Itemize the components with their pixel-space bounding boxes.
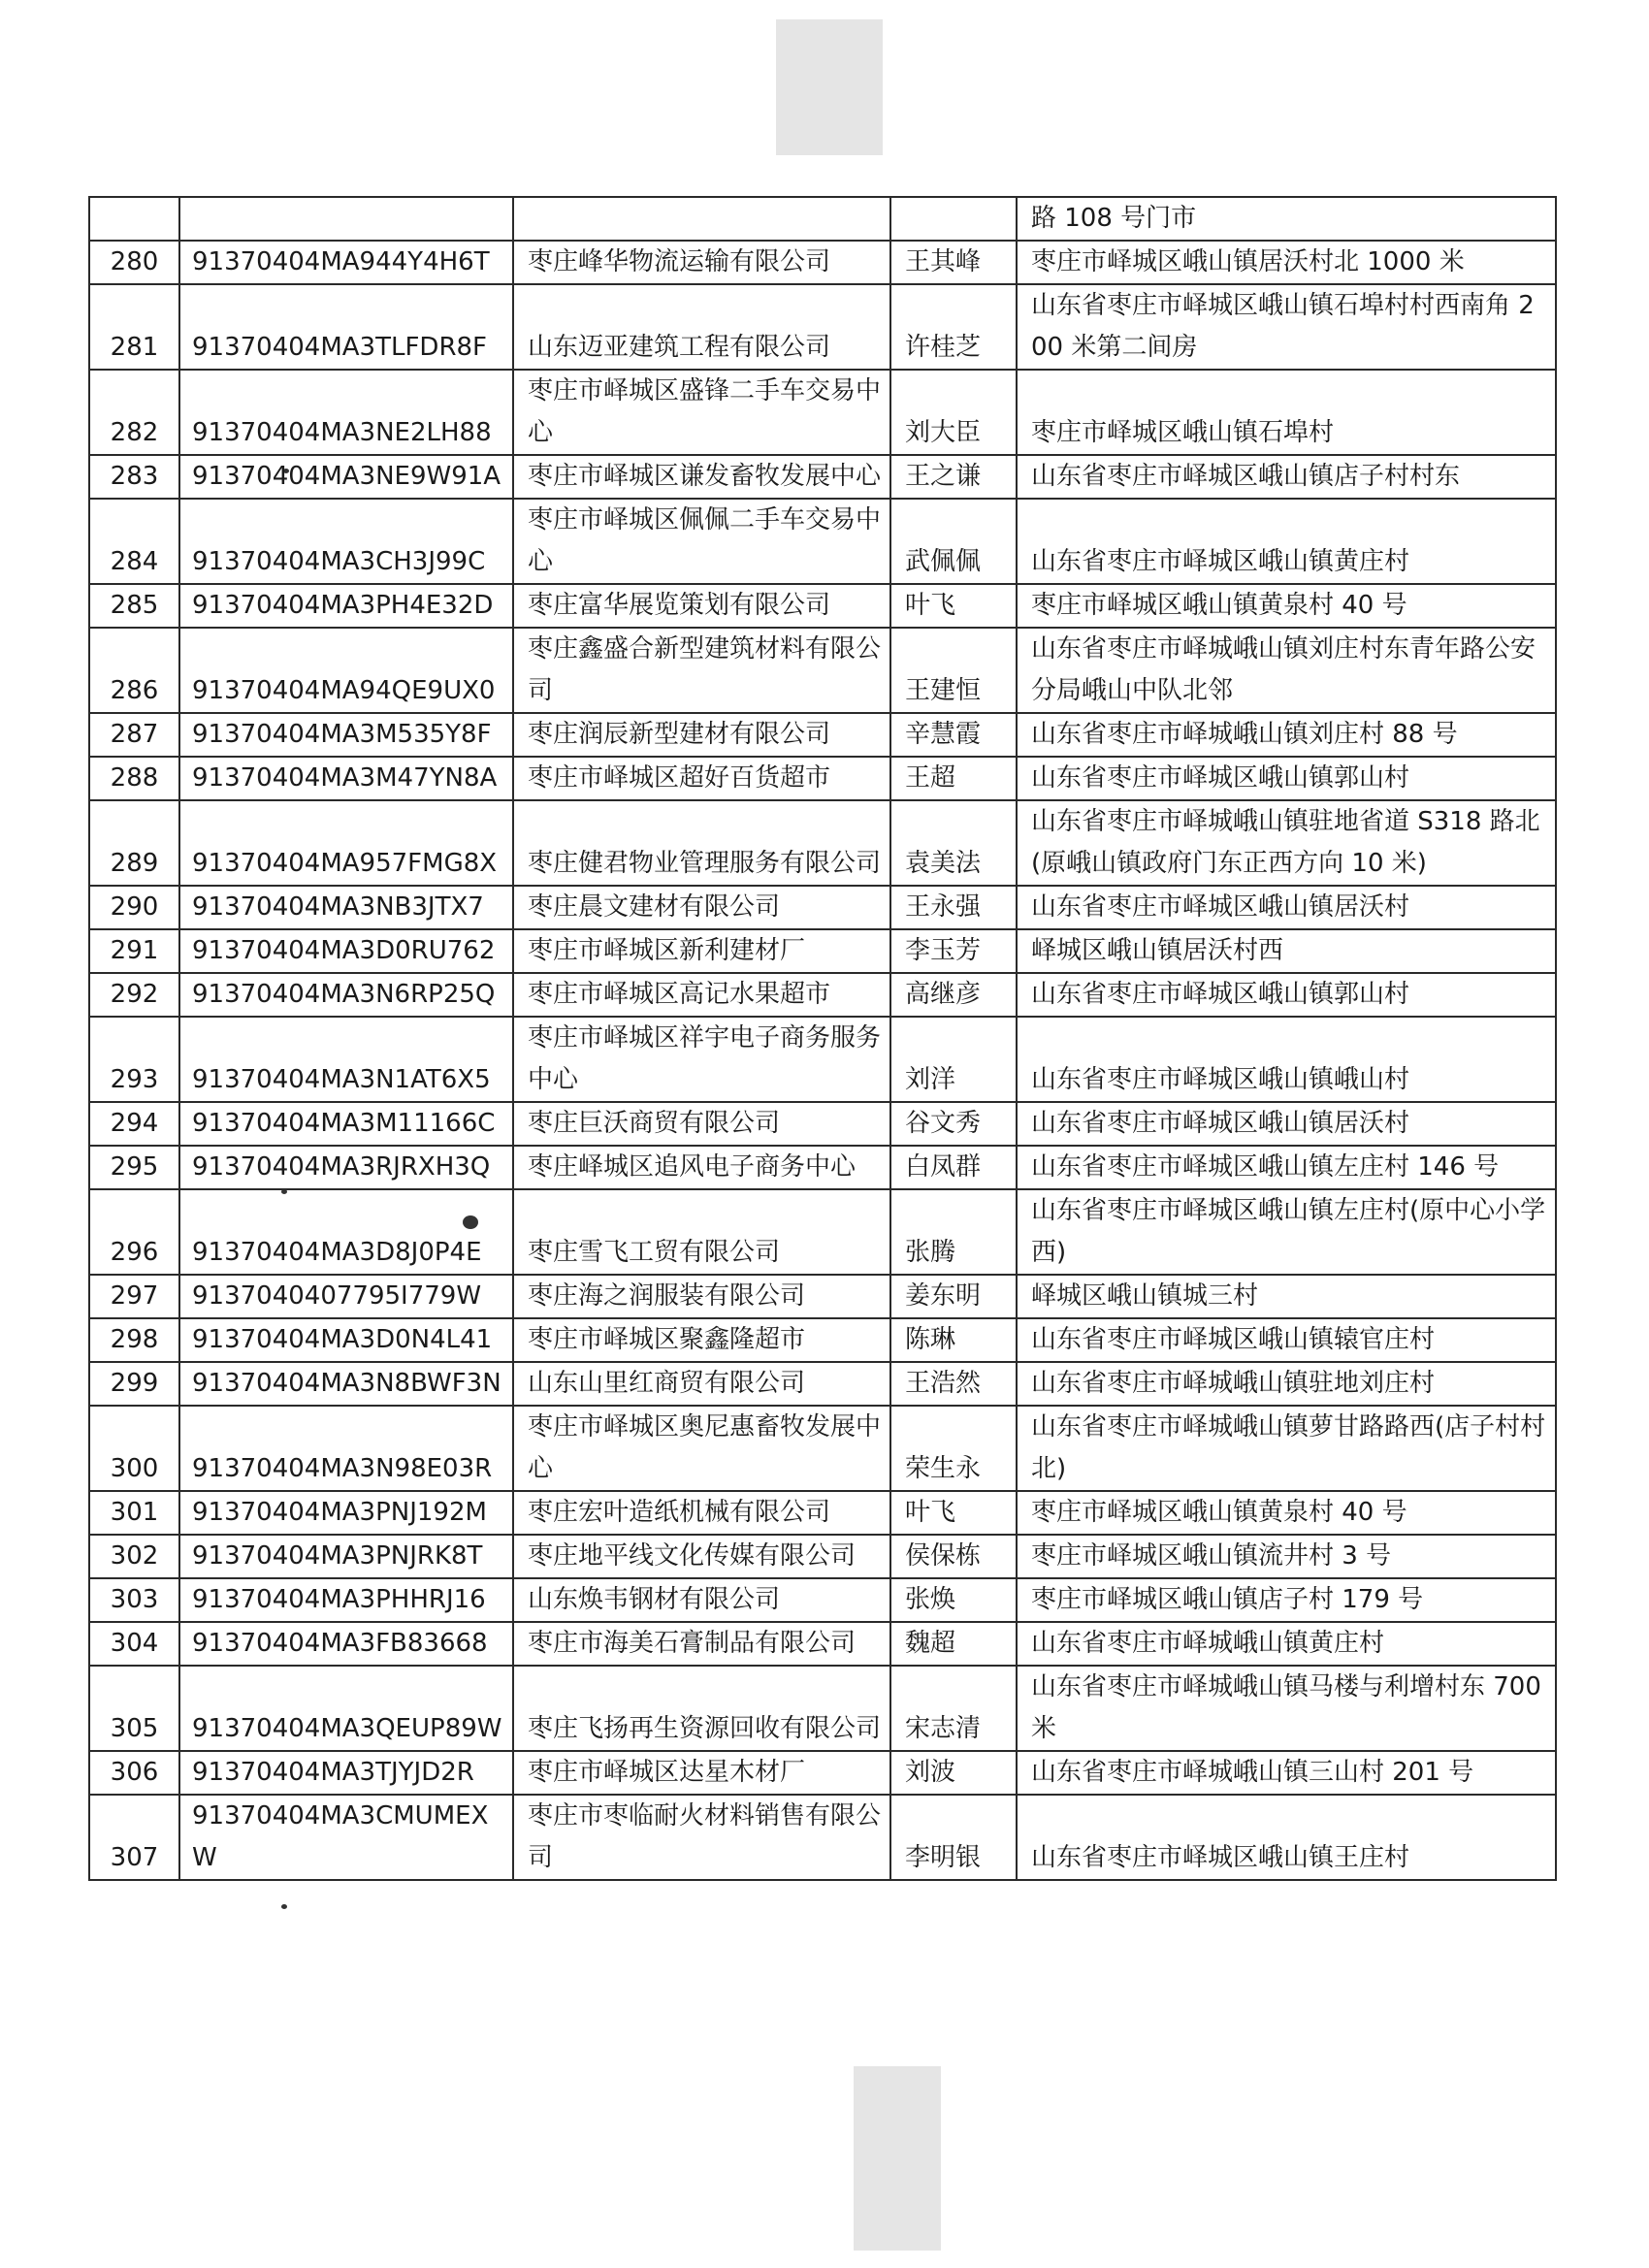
- credit-code-cell: 91370404MA3M535Y8F: [179, 713, 513, 757]
- table-row: [89, 1146, 1556, 1189]
- address-cell: 山东省枣庄市峄城区峨山镇店子村村东: [1017, 455, 1556, 499]
- table-row: [89, 1102, 1556, 1146]
- row-index-cell: 281: [89, 284, 179, 370]
- legal-person-cell: 王之谦: [890, 455, 1017, 499]
- row-index-cell: 283: [89, 455, 179, 499]
- legal-person-cell: 王建恒: [890, 628, 1017, 713]
- company-name-cell: 枣庄市枣临耐火材料销售有限公司: [513, 1795, 890, 1880]
- row-index-cell: 290: [89, 886, 179, 929]
- row-index-cell: 303: [89, 1578, 179, 1622]
- address-cell: 山东省枣庄市峄城峨山镇三山村 201 号: [1017, 1751, 1556, 1795]
- address-cell: 山东省枣庄市峄城峨山镇黄庄村: [1017, 1622, 1556, 1666]
- credit-code-cell: 91370404MA3M11166C: [179, 1102, 513, 1146]
- company-name-cell: 枣庄飞扬再生资源回收有限公司: [513, 1666, 890, 1751]
- row-index-cell: 299: [89, 1362, 179, 1406]
- row-index-cell: 288: [89, 757, 179, 800]
- company-name-cell: 枣庄峰华物流运输有限公司: [513, 241, 890, 284]
- legal-person-cell: 谷文秀: [890, 1102, 1017, 1146]
- legal-person-cell: 辛慧霞: [890, 713, 1017, 757]
- credit-code-cell: 91370404MA3PNJ192M: [179, 1491, 513, 1535]
- row-index-cell: 287: [89, 713, 179, 757]
- legal-person-cell: 张腾: [890, 1189, 1017, 1275]
- credit-code-cell: [179, 197, 513, 241]
- credit-code-cell: 91370404MA3TJYJD2R: [179, 1751, 513, 1795]
- table-row: [89, 1275, 1556, 1318]
- legal-person-cell: 荣生永: [890, 1406, 1017, 1491]
- row-index-cell: 306: [89, 1751, 179, 1795]
- table-row: [89, 800, 1556, 886]
- legal-person-cell: 张焕: [890, 1578, 1017, 1622]
- table-row: [89, 584, 1556, 628]
- credit-code-cell: 91370404MA3QEUP89W: [179, 1666, 513, 1751]
- company-name-cell: 枣庄市峄城区聚鑫隆超市: [513, 1318, 890, 1362]
- row-index-cell: 300: [89, 1406, 179, 1491]
- address-cell: 枣庄市峄城区峨山镇黄泉村 40 号: [1017, 1491, 1556, 1535]
- table-row: [89, 1406, 1556, 1491]
- credit-code-cell: 9137040407795I779W: [179, 1275, 513, 1318]
- address-cell: 山东省枣庄市峄城峨山镇驻地省道 S318 路北(原峨山镇政府门东正西方向 10 米): [1017, 800, 1556, 886]
- legal-person-cell: 宋志清: [890, 1666, 1017, 1751]
- legal-person-cell: 王其峰: [890, 241, 1017, 284]
- credit-code-cell: 91370404MA3TLFDR8F: [179, 284, 513, 370]
- table-row: [89, 973, 1556, 1017]
- table-row: [89, 241, 1556, 284]
- row-index-cell: 282: [89, 370, 179, 455]
- address-cell: 山东省枣庄市峄城区峨山镇辕官庄村: [1017, 1318, 1556, 1362]
- company-name-cell: [513, 197, 890, 241]
- table-row: [89, 1318, 1556, 1362]
- address-cell: 枣庄市峄城区峨山镇石埠村: [1017, 370, 1556, 455]
- enterprise-registry-table: [88, 196, 1557, 1881]
- legal-person-cell: 叶飞: [890, 1491, 1017, 1535]
- legal-person-cell: 侯保栋: [890, 1535, 1017, 1578]
- row-index-cell: 301: [89, 1491, 179, 1535]
- address-cell: 山东省枣庄市峄城区峨山镇石埠村村西南角 200 米第二间房: [1017, 284, 1556, 370]
- company-name-cell: 枣庄市峄城区奥尼惠畜牧发展中心: [513, 1406, 890, 1491]
- table-row: [89, 1535, 1556, 1578]
- company-name-cell: 枣庄市峄城区新利建材厂: [513, 929, 890, 973]
- row-index-cell: 297: [89, 1275, 179, 1318]
- company-name-cell: 枣庄鑫盛合新型建筑材料有限公司: [513, 628, 890, 713]
- table-row: [89, 628, 1556, 713]
- row-index-cell: 293: [89, 1017, 179, 1102]
- address-cell: 山东省枣庄市峄城区峨山镇左庄村 146 号: [1017, 1146, 1556, 1189]
- credit-code-cell: 91370404MA3NB3JTX7: [179, 886, 513, 929]
- legal-person-cell: 许桂芝: [890, 284, 1017, 370]
- company-name-cell: 枣庄市峄城区佩佩二手车交易中心: [513, 499, 890, 584]
- address-cell: 山东省枣庄市峄城区峨山镇郭山村: [1017, 973, 1556, 1017]
- legal-person-cell: 李明银: [890, 1795, 1017, 1880]
- row-index-cell: 286: [89, 628, 179, 713]
- company-name-cell: 枣庄晨文建材有限公司: [513, 886, 890, 929]
- legal-person-cell: 刘波: [890, 1751, 1017, 1795]
- company-name-cell: 山东焕韦钢材有限公司: [513, 1578, 890, 1622]
- row-index-cell: [89, 197, 179, 241]
- legal-person-cell: 魏超: [890, 1622, 1017, 1666]
- company-name-cell: 枣庄市峄城区高记水果超市: [513, 973, 890, 1017]
- address-cell: 山东省枣庄市峄城区峨山镇黄庄村: [1017, 499, 1556, 584]
- address-cell: 山东省枣庄市峄城区峨山镇郭山村: [1017, 757, 1556, 800]
- row-index-cell: 284: [89, 499, 179, 584]
- address-cell: 山东省枣庄市峄城区峨山镇峨山村: [1017, 1017, 1556, 1102]
- table-row: [89, 1751, 1556, 1795]
- credit-code-cell: 91370404MA3NE9W91A: [179, 455, 513, 499]
- company-name-cell: 枣庄雪飞工贸有限公司: [513, 1189, 890, 1275]
- credit-code-cell: 91370404MA3NE2LH88: [179, 370, 513, 455]
- legal-person-cell: 刘洋: [890, 1017, 1017, 1102]
- table-row: [89, 1017, 1556, 1102]
- company-name-cell: 枣庄巨沃商贸有限公司: [513, 1102, 890, 1146]
- address-cell: 枣庄市峄城区峨山镇居沃村北 1000 米: [1017, 241, 1556, 284]
- row-index-cell: 295: [89, 1146, 179, 1189]
- credit-code-cell: 91370404MA944Y4H6T: [179, 241, 513, 284]
- address-cell: 山东省枣庄市峄城区峨山镇居沃村: [1017, 1102, 1556, 1146]
- legal-person-cell: 武佩佩: [890, 499, 1017, 584]
- row-index-cell: 294: [89, 1102, 179, 1146]
- table-row: [89, 1795, 1556, 1880]
- company-name-cell: 枣庄市峄城区盛锋二手车交易中心: [513, 370, 890, 455]
- company-name-cell: 枣庄市峄城区超好百货超市: [513, 757, 890, 800]
- scan-speck: [281, 1904, 287, 1909]
- table-row: [89, 455, 1556, 499]
- credit-code-cell: 91370404MA3N1AT6X5: [179, 1017, 513, 1102]
- row-index-cell: 302: [89, 1535, 179, 1578]
- credit-code-cell: 91370404MA3RJRXH3Q: [179, 1146, 513, 1189]
- address-cell: 山东省枣庄市峄城峨山镇驻地刘庄村: [1017, 1362, 1556, 1406]
- row-index-cell: 292: [89, 973, 179, 1017]
- company-name-cell: 枣庄市峄城区谦发畜牧发展中心: [513, 455, 890, 499]
- credit-code-cell: 91370404MA3N8BWF3N: [179, 1362, 513, 1406]
- address-cell: 山东省枣庄市峄城区峨山镇居沃村: [1017, 886, 1556, 929]
- credit-code-cell: 91370404MA3CH3J99C: [179, 499, 513, 584]
- address-cell: 枣庄市峄城区峨山镇流井村 3 号: [1017, 1535, 1556, 1578]
- credit-code-cell: 91370404MA3PNJRK8T: [179, 1535, 513, 1578]
- legal-person-cell: 叶飞: [890, 584, 1017, 628]
- company-name-cell: 枣庄市海美石膏制品有限公司: [513, 1622, 890, 1666]
- company-name-cell: 山东山里红商贸有限公司: [513, 1362, 890, 1406]
- credit-code-cell: 91370404MA3N6RP25Q: [179, 973, 513, 1017]
- credit-code-cell: 91370404MA3FB83668: [179, 1622, 513, 1666]
- address-cell: 山东省枣庄市峄城峨山镇刘庄村东青年路公安分局峨山中队北邻: [1017, 628, 1556, 713]
- table-row: [89, 1362, 1556, 1406]
- row-index-cell: 304: [89, 1622, 179, 1666]
- table-row-continuation: [89, 197, 1556, 241]
- scan-shadow-bottom: [854, 2066, 941, 2251]
- address-cell: 峄城区峨山镇城三村: [1017, 1275, 1556, 1318]
- row-index-cell: 298: [89, 1318, 179, 1362]
- credit-code-cell: 91370404MA3D8J0P4E: [179, 1189, 513, 1275]
- company-name-cell: 枣庄地平线文化传媒有限公司: [513, 1535, 890, 1578]
- credit-code-cell: 91370404MA3D0RU762: [179, 929, 513, 973]
- credit-code-cell: 91370404MA957FMG8X: [179, 800, 513, 886]
- row-index-cell: 296: [89, 1189, 179, 1275]
- scan-shadow-top: [776, 19, 883, 155]
- legal-person-cell: 李玉芳: [890, 929, 1017, 973]
- table-row: [89, 929, 1556, 973]
- address-cell: 路 108 号门市: [1017, 197, 1556, 241]
- address-cell: 山东省枣庄市峄城峨山镇刘庄村 88 号: [1017, 713, 1556, 757]
- company-name-cell: 山东迈亚建筑工程有限公司: [513, 284, 890, 370]
- legal-person-cell: 陈琳: [890, 1318, 1017, 1362]
- credit-code-cell: 91370404MA3D0N4L41: [179, 1318, 513, 1362]
- address-cell: 枣庄市峄城区峨山镇黄泉村 40 号: [1017, 584, 1556, 628]
- company-name-cell: 枣庄富华展览策划有限公司: [513, 584, 890, 628]
- table-row: [89, 284, 1556, 370]
- legal-person-cell: 高继彦: [890, 973, 1017, 1017]
- legal-person-cell: 袁美法: [890, 800, 1017, 886]
- row-index-cell: 280: [89, 241, 179, 284]
- table-row: [89, 757, 1556, 800]
- table-row: [89, 1622, 1556, 1666]
- company-name-cell: 枣庄峄城区追风电子商务中心: [513, 1146, 890, 1189]
- address-cell: 枣庄市峄城区峨山镇店子村 179 号: [1017, 1578, 1556, 1622]
- address-cell: 山东省枣庄市峄城峨山镇萝甘路路西(店子村村北): [1017, 1406, 1556, 1491]
- table-row: [89, 1491, 1556, 1535]
- row-index-cell: 307: [89, 1795, 179, 1880]
- company-name-cell: 枣庄润辰新型建材有限公司: [513, 713, 890, 757]
- legal-person-cell: 姜东明: [890, 1275, 1017, 1318]
- company-name-cell: 枣庄宏叶造纸机械有限公司: [513, 1491, 890, 1535]
- row-index-cell: 289: [89, 800, 179, 886]
- company-name-cell: 枣庄市峄城区祥宇电子商务服务中心: [513, 1017, 890, 1102]
- legal-person-cell: 王浩然: [890, 1362, 1017, 1406]
- credit-code-cell: 91370404MA3PH4E32D: [179, 584, 513, 628]
- address-cell: 峄城区峨山镇居沃村西: [1017, 929, 1556, 973]
- address-cell: 山东省枣庄市峄城区峨山镇左庄村(原中心小学西): [1017, 1189, 1556, 1275]
- row-index-cell: 291: [89, 929, 179, 973]
- row-index-cell: 305: [89, 1666, 179, 1751]
- table-row: [89, 499, 1556, 584]
- address-cell: 山东省枣庄市峄城区峨山镇王庄村: [1017, 1795, 1556, 1880]
- table-row: [89, 1189, 1556, 1275]
- legal-person-cell: [890, 197, 1017, 241]
- credit-code-cell: 91370404MA3PHHRJ16: [179, 1578, 513, 1622]
- credit-code-cell: 91370404MA3CMUMEXW: [179, 1795, 513, 1880]
- company-name-cell: 枣庄健君物业管理服务有限公司: [513, 800, 890, 886]
- table-row: [89, 713, 1556, 757]
- address-cell: 山东省枣庄市峄城峨山镇马楼与利增村东 700 米: [1017, 1666, 1556, 1751]
- legal-person-cell: 刘大臣: [890, 370, 1017, 455]
- credit-code-cell: 91370404MA3M47YN8A: [179, 757, 513, 800]
- legal-person-cell: 王超: [890, 757, 1017, 800]
- row-index-cell: 285: [89, 584, 179, 628]
- table-row: [89, 1666, 1556, 1751]
- table-row: [89, 886, 1556, 929]
- table-row: [89, 370, 1556, 455]
- credit-code-cell: 91370404MA94QE9UX0: [179, 628, 513, 713]
- table-body: [89, 197, 1556, 1880]
- table-row: [89, 1578, 1556, 1622]
- company-name-cell: 枣庄市峄城区达星木材厂: [513, 1751, 890, 1795]
- company-name-cell: 枣庄海之润服装有限公司: [513, 1275, 890, 1318]
- credit-code-cell: 91370404MA3N98E03R: [179, 1406, 513, 1491]
- legal-person-cell: 王永强: [890, 886, 1017, 929]
- legal-person-cell: 白凤群: [890, 1146, 1017, 1189]
